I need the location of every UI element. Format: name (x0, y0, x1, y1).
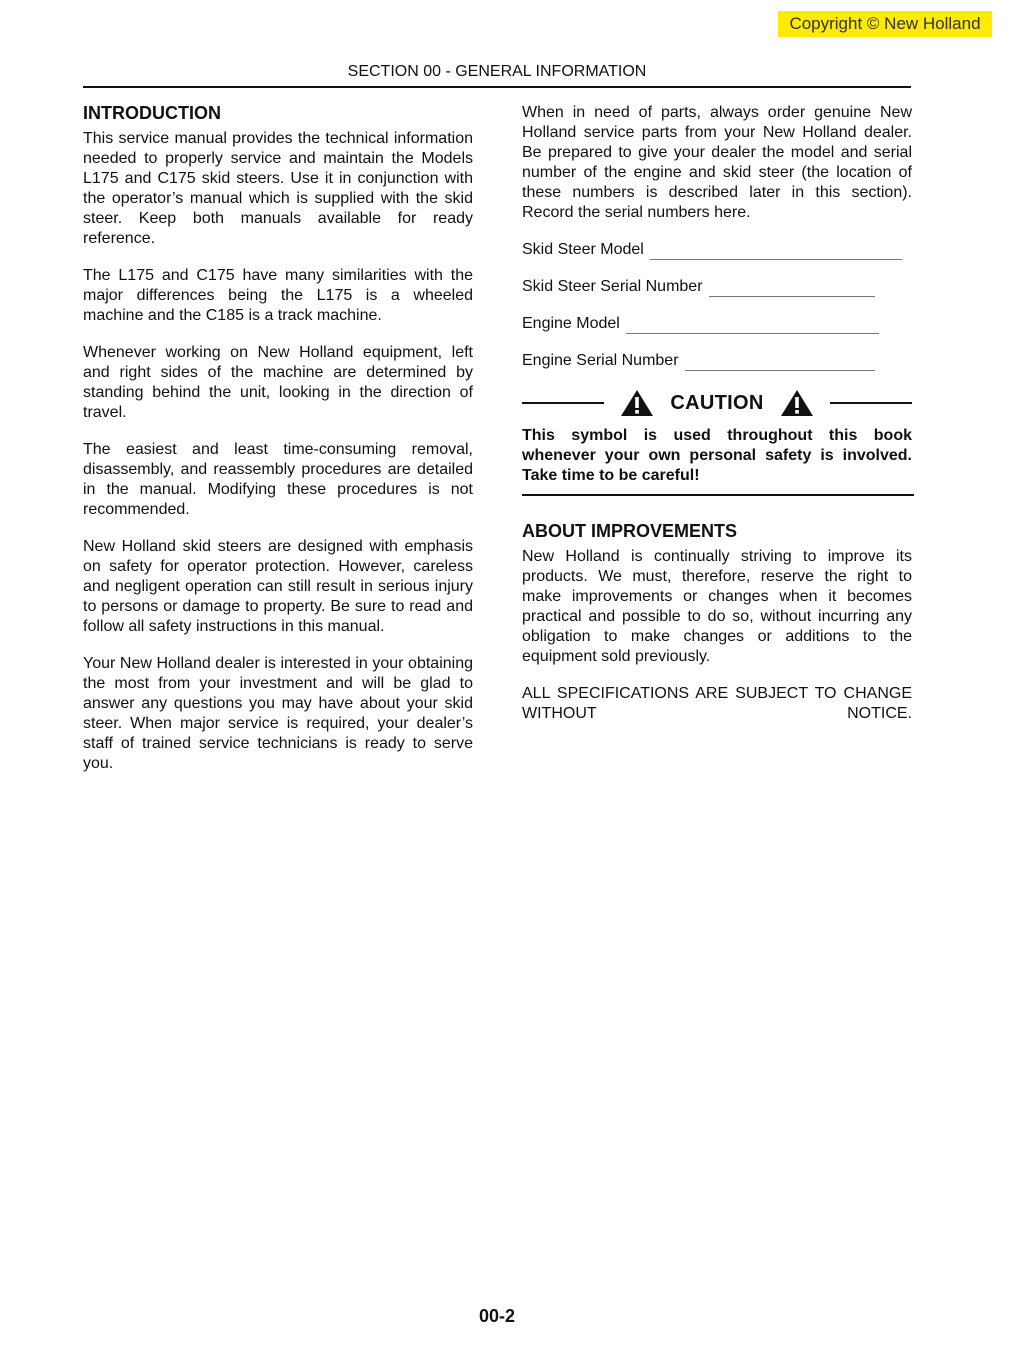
caution-header (522, 388, 912, 418)
about-paragraph-1: New Holland is continually striving to improve its products. We must, therefore, reserve the right to make improvements or changes when it becomes practical and possible to do so, without incurring any obligation to make changes or additions to the equipment sold previously. (522, 548, 912, 665)
about-paragraph-2: ALL SPECIFICATIONS ARE SUBJECT TO CHANGE WITHOUT NOTICE. (522, 685, 912, 722)
caution-text: This symbol is used throughout this book whenever your own personal safety is involved. Take time to be careful! (522, 427, 912, 484)
field-label: Skid Steer Serial Number (522, 278, 703, 295)
caution-rule-left (522, 402, 604, 404)
field-blank-line (626, 319, 879, 334)
header-rule (83, 86, 911, 88)
right-column (522, 100, 912, 741)
engine-model-field (522, 314, 912, 334)
skid-steer-model-field (522, 240, 912, 260)
field-blank-line (650, 245, 902, 260)
caution-word: CAUTION (670, 391, 764, 414)
about-improvements-heading: ABOUT IMPROVEMENTS (522, 521, 738, 541)
introduction-heading: INTRODUCTION (83, 103, 221, 123)
left-column (83, 100, 473, 791)
intro-paragraph-3: Whenever working on New Holland equipment, left and right sides of the machine are determined by standing behind the unit, looking in the direction of travel. (83, 344, 473, 421)
field-label: Engine Model (522, 315, 620, 332)
caution-rule-right (830, 402, 912, 404)
engine-serial-field (522, 351, 912, 371)
intro-paragraph-2: The L175 and C175 have many similarities with the major differences being the L175 is a wheeled machine and the C185 is a track machine. (83, 267, 473, 324)
page-number: 00-2 (478, 1306, 516, 1326)
warning-triangle-icon (620, 389, 654, 417)
field-blank-line (685, 356, 875, 371)
field-label: Skid Steer Model (522, 241, 644, 258)
skid-steer-serial-field (522, 277, 912, 297)
intro-paragraph-4: The easiest and least time-consuming removal, disassembly, and reassembly procedures are detailed in the manual. Modifying these procedures is not recommended. (83, 441, 473, 518)
field-blank-line (709, 282, 875, 297)
intro-paragraph-6: Your New Holland dealer is interested in your obtaining the most from your investment and will be glad to answer any questions you may have about your skid steer. When major service is required, your dealer’s staff of trained service technicians is ready to serve you. (83, 655, 473, 772)
intro-paragraph-5: New Holland skid steers are designed with emphasis on safety for operator protection. However, careless and negligent operation can still result in serious injury to persons or damage to property. Be sure to read and follow all safety instructions in this manual. (83, 538, 473, 635)
field-label: Engine Serial Number (522, 352, 679, 369)
intro-paragraph-1: This service manual provides the technical information needed to properly service and maintain the Models L175 and C175 skid steers. Use it in conjunction with the operator’s manual which is supplied with the skid steer. Keep both manuals available for ready reference. (83, 130, 473, 247)
parts-paragraph: When in need of parts, always order genuine New Holland service parts from your New Holland dealer. Be prepared to give your dealer the model and serial number of the engine and skid steer (the location of these numbers is described later in this section). Record the serial numbers here. (522, 104, 912, 221)
warning-triangle-icon (780, 389, 814, 417)
section-header: SECTION 00 - GENERAL INFORMATION (347, 63, 647, 80)
caution-bottom-rule (522, 494, 914, 496)
copyright-banner: Copyright © New Holland (778, 11, 992, 37)
